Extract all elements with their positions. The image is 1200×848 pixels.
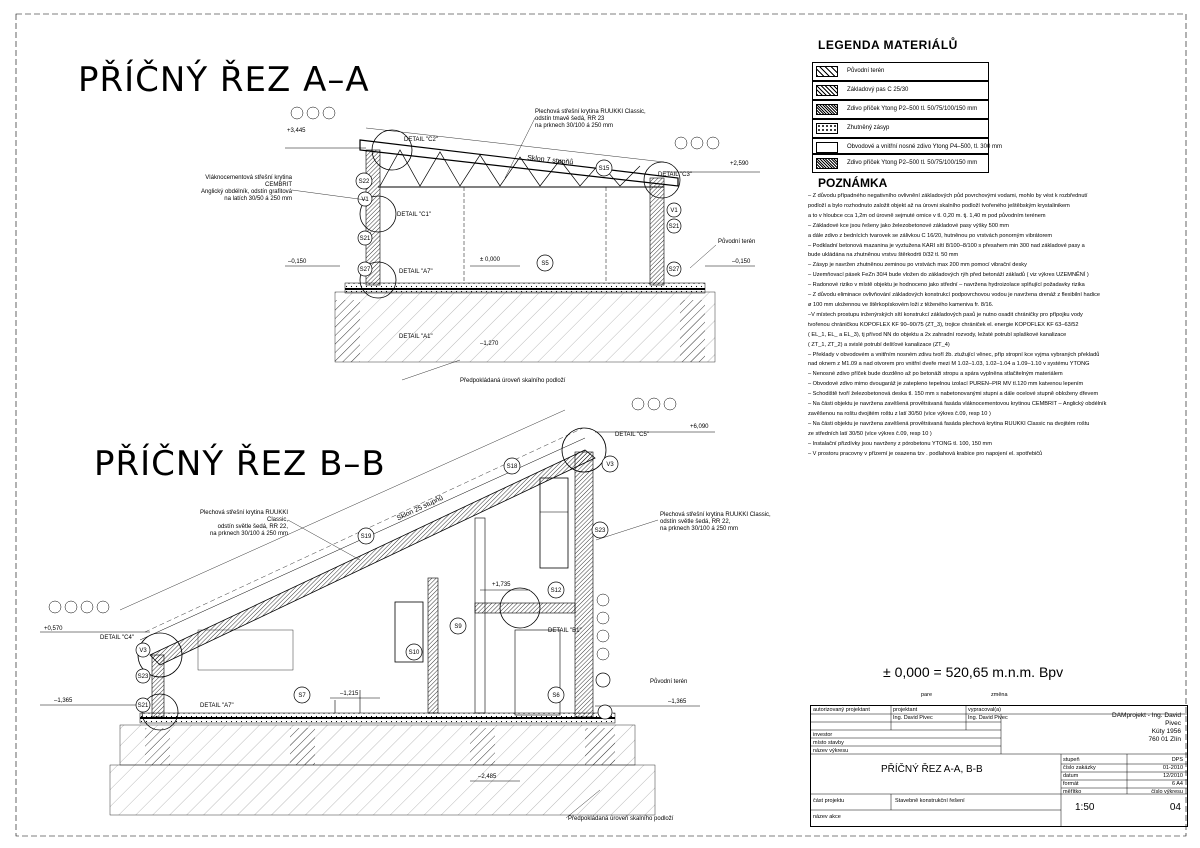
- note-line: – Na části objektu je navržena zavěšená provětrávaná fasáda vláknocementovou krytinou CEMBRIT – Anglický obdélník: [808, 401, 1107, 408]
- legend-row-partition-2: Zdivo příček Ytong P2–500 tl. 50/75/100/150 mm: [812, 154, 989, 173]
- notes-list: [808, 192, 1183, 459]
- bb-slope: Sklon 25 stupňů: [395, 494, 445, 523]
- aa-detail-c2: DETAIL "C2": [404, 137, 438, 143]
- notes-title: POZNÁMKA: [818, 176, 888, 190]
- tb-stupen: DPS: [1171, 757, 1183, 763]
- aa-level-4: –0,150: [732, 259, 751, 265]
- section-tag-label: V3: [139, 648, 147, 654]
- tb-zakazka-label: číslo zakázky: [1063, 765, 1096, 771]
- tb-autorizovany-label: autorizovaný projektant: [813, 707, 870, 713]
- note-line: – Překlady v obvodovém a vnitřním nosném zdivu tvoří žb. ztužující věnec, příp stropní kce vyjma vybraných překladů: [808, 351, 1100, 358]
- bb-level-3: –1,365: [54, 698, 73, 704]
- section-tag-label: S7: [298, 693, 306, 699]
- tb-nazev-vykresu-label: název výkresu: [813, 748, 849, 754]
- bb-wall-note: Plechová střešní krytina RUUKKI Classic, odstín světle šedá, RR 22, na prknech 30/100 á 250 mm: [660, 512, 771, 532]
- swatch-terrain: [816, 66, 838, 77]
- aa-wall-right: [650, 178, 664, 285]
- swatch-footing: [816, 85, 838, 96]
- note-line: a to v hloubce cca 1,2m od úrovně sejmuté ornice v tl. 0,20 m. tj. 1,40 m pod původním terénem: [808, 212, 1046, 219]
- legend-row-backfill: Zhutněný zásyp: [812, 119, 989, 138]
- note-line: ( ZT_1, ZT_2) a svislé potrubí dešťové kanalizace (ZT_4): [808, 341, 950, 348]
- swatch-partition: [816, 104, 838, 115]
- section-tag-label: S10: [408, 650, 420, 656]
- aa-roof-note: Plechová střešní krytina RUUKKI Classic, odstín tmavě šedá, RR 23 na prknech 30/100 á 250 mm: [535, 109, 646, 129]
- aa-level-5: ± 0,000: [480, 257, 500, 263]
- aa-level-1: +3,445: [287, 128, 306, 134]
- aa-footing-left: [335, 300, 360, 362]
- tb-projektant-name: Ing. David Pivec: [893, 715, 933, 721]
- note-line: – Radonové riziko v místě objektu je hodnoceno jako střední – navržena hydroizolace splňující požadavky rizika: [808, 282, 1085, 289]
- tb-stupen-label: stupeň: [1063, 757, 1080, 763]
- note-line: tvořenou chráničkou KOPOFLEX KF 90–90/75 (ZT_3), trojice chrániček el. energie KOPOFLEX KF 63–63/52: [808, 321, 1079, 328]
- note-line: – Podkladní betonová mazanina je vyztužena KARI sítí 8/100–8/100 s přesahem min 300 nad základové pasy a: [808, 242, 1085, 249]
- note-line: – Z důvodu eliminace ovlivňování základových konstrukcí podpovrchovou vodou je navržena drenáž z flexibilní hadice: [808, 292, 1100, 299]
- section-tag-label: S21: [668, 224, 680, 230]
- section-aa-drawing: [285, 107, 760, 380]
- note-line: – Z důvodu případného negativního ovlivnění základových půd povrchovými vodami, mohlo by vést k rozbřednutí: [808, 193, 1088, 199]
- note-line: – Na části objektu je navržena zavěšená provětrávaná fasáda plechová krytina RUUKKI Classic na dvojitém roštu: [808, 420, 1090, 427]
- bb-level-4: –1,215: [340, 691, 359, 697]
- tb-cislo-vykresu-label: číslo výkresu: [1151, 789, 1183, 795]
- bb-rock: Předpokládaná úroveň skalního podloží: [568, 816, 674, 822]
- tb-misto-label: místo stavby: [813, 740, 844, 746]
- section-tag-label: V1: [670, 208, 678, 214]
- section-tag-label: S27: [359, 267, 371, 273]
- section-aa-title: PŘÍČNÝ ŘEZ A–A: [78, 60, 370, 100]
- section-tag-label: V3: [606, 462, 614, 468]
- section-tag-label: S12: [550, 588, 562, 594]
- tb-cast: Stavebně konstrukční řešení: [895, 798, 965, 804]
- aa-slope: Sklon 7 stupňů: [526, 154, 574, 167]
- bb-fill: [120, 725, 635, 765]
- bb-detail-c4: DETAIL "C4": [100, 635, 134, 641]
- aa-tag-labels: [359, 166, 680, 273]
- note-line: – V prostoru pracovny v přízemí je osazena tzv . podlahová krabice pro napojení el. spotřebičů: [808, 450, 1043, 457]
- bb-roof-note: Plechová střešní krytina RUUKKI Classic, odstín světle šedá, RR 22, na prknech 30/100 á 250 mm: [199, 510, 288, 537]
- swatch-backfill: [816, 123, 838, 134]
- swatch-partition-2: [816, 158, 838, 169]
- tb-vypracoval-name: Ing. David Pivec: [968, 715, 1008, 721]
- note-line: zavěšenou na roštu dvojitém roštu z latí 30/50 (více výkres č.09, resp 10 ): [808, 410, 991, 417]
- note-line: – Obvodové zdivo mimo dvougaráž je zatepleno tepelnou izolací PUREN–PIR MV tl.120 mm katvenou lepením: [808, 381, 1084, 388]
- section-tag-label: S9: [454, 624, 462, 630]
- bb-subsoil: [110, 765, 655, 815]
- aa-detail-a1: DETAIL "A1": [399, 334, 433, 340]
- tb-meritko-label: měřítko: [1063, 789, 1082, 795]
- section-tag-label: S23: [594, 528, 606, 534]
- note-line: bude ukládána na zhutněnou vrstvu štěrkodrti 0/32 tl. 50 mm: [808, 252, 959, 259]
- aa-detail-a7: DETAIL "A7": [399, 269, 433, 275]
- tb-datum: 12/2010: [1163, 773, 1183, 779]
- legend-title: LEGENDA MATERIÁLŮ: [818, 38, 958, 52]
- bb-level-6: –1,365: [668, 699, 687, 705]
- tb-company: DAMprojekt - Ing. David Pivec Kúty 1956 760 01 Zlín: [1112, 712, 1181, 743]
- note-line: –V místech prostupu inženýrských sítí konstrukcí základových pasů je nutno osadit chráničky pro přípojku vody: [808, 311, 1083, 318]
- section-tag-label: S21: [137, 703, 149, 709]
- note-line: nad oknem z M1.09 a nad otvorem pro vnitřní dveře mezi M 1.02–1.03, 1.02–1.04 a 1.09–1.10 v systému YTONG: [808, 361, 1090, 368]
- tb-investor-label: investor: [813, 732, 833, 738]
- note-line: – Uzemňovací pásek FeZn 30/4 bude vložen do základových rýh před betonáží základů ( viz výkres UZEMNĚNÍ ): [808, 272, 1089, 279]
- tb-zmena-label: změna: [991, 692, 1008, 698]
- note-line: ze středních latí 30/50 (více výkres č.09, resp 10 ): [808, 430, 932, 437]
- bb-detail-c5: DETAIL "C5": [615, 432, 649, 438]
- bb-terrain: Původní terén: [650, 679, 688, 685]
- bb-level-2: +0,570: [44, 626, 63, 632]
- section-tag-label: S18: [506, 464, 518, 470]
- legend-row-wall: Obvodové a vnitřní nosné zdivo Ytong P4–500, tl. 300 mm: [812, 138, 989, 154]
- bb-wall-right: [575, 452, 593, 717]
- aa-level-3: –0,150: [288, 259, 307, 265]
- aa-detail-c3: DETAIL "C3": [658, 172, 692, 178]
- section-tag-label: S19: [360, 534, 372, 540]
- aa-terrain: Původní terén: [718, 239, 756, 245]
- note-line: – Nenosné zdivo příček bude dozděno až po betonáži stropu a spára vyplněna stlačitelným materiálem: [808, 371, 1063, 378]
- tb-pare-label: pare: [921, 692, 933, 698]
- section-tag-label: S22: [358, 179, 370, 185]
- bb-level-5: +1,735: [492, 582, 511, 588]
- aa-detail-c1: DETAIL "C1": [397, 212, 431, 218]
- note-line: – Základové kce jsou řešeny jako železobetonové základové pasy výšky 500 mm: [808, 222, 1009, 229]
- section-tag-label: S15: [598, 166, 610, 172]
- section-tag-label: S5: [541, 261, 549, 267]
- section-tag-label: S27: [668, 267, 680, 273]
- tb-cast-label: část projektu: [813, 798, 845, 804]
- bb-wall-left: [152, 655, 164, 717]
- note-line: ( EL_1, EL_ a EL_3), tj přívod NN do objektu a 2x zahradní rozvody, ležaté potrubí splaškové kanalizace: [808, 331, 1067, 338]
- note-line: – Zásyp je navržen zhutněnou zeminou po vrstvách max 200 mm pomocí vibrační desky: [808, 262, 1027, 269]
- tb-meritko: 1:50: [1075, 802, 1095, 813]
- tb-projektant-label: projektant: [893, 707, 918, 713]
- legend-row-terrain: Původní terén: [812, 62, 989, 81]
- tb-format-label: formát: [1063, 781, 1079, 787]
- legend-row-partition: Zdivo příček Ytong P2–500 tl. 50/75/100/150 mm: [812, 100, 989, 119]
- tb-format: 6 A4: [1171, 781, 1183, 787]
- aa-rock: Předpokládaná úroveň skalního podloží: [460, 378, 566, 384]
- swatch-wall: [816, 142, 838, 153]
- aa-facade-note: Vláknocementová střešní krytina CEMBRIT Anglický obdélník, odstín grafitová na latích 30/50 á 250 mm: [200, 175, 292, 202]
- note-line: ø 100 mm uložennou ve štěrkopískovém loži z těženého kameniva fr. 8/16.: [808, 301, 994, 308]
- bb-detail-b1: DETAIL "B1": [548, 628, 582, 634]
- tb-nazev-vykresu: PŘÍČNÝ ŘEZ A-A, B-B: [881, 764, 983, 775]
- bb-tag-labels: [138, 462, 615, 709]
- bb-level-1: +6,090: [690, 424, 709, 430]
- aa-level-6: –1,270: [480, 341, 499, 347]
- bb-detail-a7: DETAIL "A7": [200, 703, 234, 709]
- section-tag-label: S6: [552, 693, 560, 699]
- aa-level-2: +2,590: [730, 161, 749, 167]
- aa-footing-right: [680, 300, 705, 362]
- elevation-reference: ± 0,000 = 520,65 m.n.m. Bpv: [883, 664, 1064, 680]
- tb-datum-label: datum: [1063, 773, 1079, 779]
- tb-vypracoval-label: vypracoval(a): [968, 707, 1002, 713]
- legend-row-footing: Základový pas C 25/30: [812, 81, 989, 100]
- section-tag-label: S23: [137, 674, 149, 680]
- tb-cislo-vykresu: 04: [1169, 802, 1181, 813]
- bb-level-7: –2,485: [478, 774, 497, 780]
- section-tag-label: S21: [359, 236, 371, 242]
- aa-subsoil: [335, 292, 715, 362]
- note-line: a dále zdivo z bednících tvarovek se zálivkou C 16/20, hutněnou po vrstvách ponorným vibrátorem: [808, 232, 1053, 239]
- tb-zakazka: 01-2010: [1162, 765, 1183, 771]
- title-block: [810, 692, 1188, 827]
- note-line: – Schodiště tvoří železobetonová deska tl. 150 mm s nabetonovanými stupni a dále ocelové stupně obloženy dřevem: [808, 391, 1099, 398]
- bb-ceiling: [475, 603, 575, 613]
- note-line: – Instalační přizdívky jsou navrženy z pórobetonu YTONG tl. 100, 150 mm: [808, 440, 992, 447]
- section-bb-title: PŘÍČNÝ ŘEZ B–B: [94, 444, 386, 484]
- tb-akce-label: název akce: [813, 814, 841, 820]
- note-line: podloží a bylo rozhodnuto založit objekt až na úrovni skalního podloží tvořeného ještěbským krystalinikem: [808, 202, 1070, 209]
- section-tag-label: V1: [361, 197, 369, 203]
